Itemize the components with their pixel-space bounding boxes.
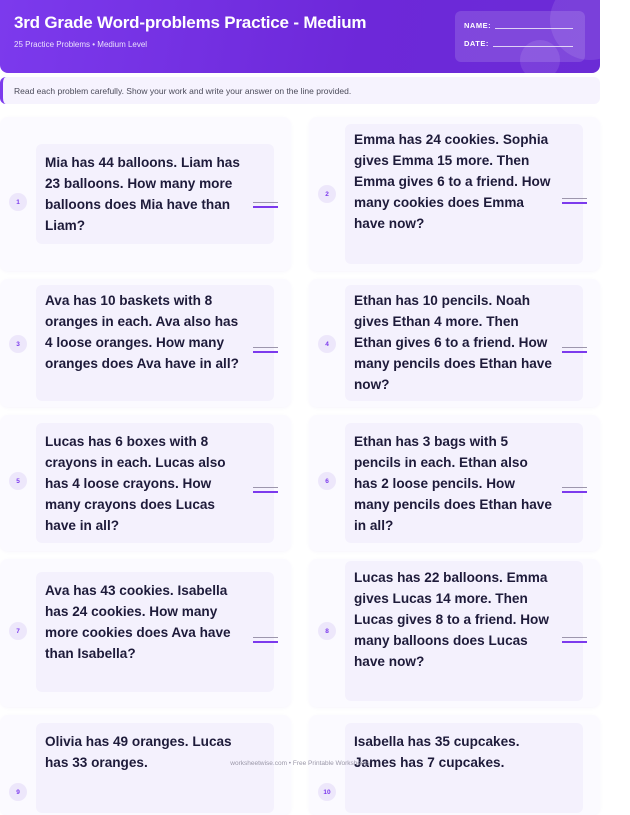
answer-line[interactable]	[562, 487, 587, 493]
problem-card	[0, 559, 291, 707]
question-box	[345, 561, 583, 701]
name-label: NAME:	[464, 21, 492, 30]
answer-line[interactable]	[253, 637, 278, 643]
problem-text: Ava has 43 cookies. Isabella has 24 cookies. How many more cookies does Ava have than Isabella?	[45, 583, 231, 661]
problem-text: Isabella has 35 cupcakes. James has 7 cupcakes.	[354, 734, 520, 770]
instructions-bar: Read each problem carefully. Show your work and write your answer on the line provided.	[0, 77, 600, 104]
question-box	[36, 572, 274, 692]
question-box	[345, 124, 583, 264]
problem-number-badge: 8	[318, 622, 336, 640]
name-field[interactable]	[464, 21, 573, 30]
footer-credit: worksheetwise.com • Free Printable Worksheets	[230, 760, 370, 767]
answer-line[interactable]	[562, 198, 587, 204]
date-line[interactable]	[493, 46, 573, 47]
problem-number-badge: 5	[9, 472, 27, 490]
problem-text: Mia has 44 balloons. Liam has 23 balloons. How many more balloons does Mia have than Liam?	[45, 155, 240, 233]
question-box	[345, 723, 583, 813]
date-label: DATE:	[464, 39, 489, 48]
problem-number-badge: 1	[9, 193, 27, 211]
date-field[interactable]	[464, 39, 573, 48]
problem-number-badge: 9	[9, 783, 27, 801]
question-box	[345, 285, 583, 401]
problem-card	[0, 279, 291, 407]
page-title: 3rd Grade Word-problems Practice - Medium	[14, 13, 367, 32]
problem-number-badge: 6	[318, 472, 336, 490]
answer-line[interactable]	[253, 487, 278, 493]
problem-number-badge: 3	[9, 335, 27, 353]
problem-card	[0, 117, 291, 271]
problem-text: Ethan has 10 pencils. Noah gives Ethan 4 more. Then Ethan gives 6 to a friend. How many pencils does Ethan have now?	[354, 293, 552, 392]
answer-line[interactable]	[562, 637, 587, 643]
answer-line[interactable]	[253, 347, 278, 353]
problem-number-badge: 10	[318, 783, 336, 801]
name-date-box	[455, 11, 585, 62]
problem-card	[309, 415, 600, 551]
problem-card	[309, 279, 600, 407]
problem-number-badge: 2	[318, 185, 336, 203]
worksheet-header	[0, 0, 600, 73]
problem-card	[0, 415, 291, 551]
question-box	[36, 144, 274, 244]
question-box	[36, 423, 274, 543]
problem-text: Emma has 24 cookies. Sophia gives Emma 15 more. Then Emma gives 6 to a friend. How many cookies does Emma have now?	[354, 132, 551, 231]
problem-number-badge: 7	[9, 622, 27, 640]
problem-number-badge: 4	[318, 335, 336, 353]
problem-text: Ethan has 3 bags with 5 pencils in each. Ethan also has 2 loose pencils. How many pencils does Ethan have in all?	[354, 434, 552, 533]
problem-text: Olivia has 49 oranges. Lucas has 33 oranges.	[45, 734, 232, 770]
answer-line[interactable]	[562, 347, 587, 353]
question-box	[36, 723, 274, 813]
problem-card	[309, 559, 600, 707]
problem-text: Lucas has 22 balloons. Emma gives Lucas 14 more. Then Lucas gives 8 to a friend. How many balloons does Lucas have now?	[354, 570, 549, 669]
answer-line[interactable]	[253, 202, 278, 208]
name-line[interactable]	[495, 28, 573, 29]
problem-card	[309, 117, 600, 271]
problem-text: Lucas has 6 boxes with 8 crayons in each. Lucas also has 4 loose crayons. How many crayons does Lucas have in all?	[45, 434, 226, 533]
question-box	[36, 285, 274, 401]
problem-text: Ava has 10 baskets with 8 oranges in each. Ava also has 4 loose oranges. How many oranges does Ava have in all?	[45, 293, 239, 371]
question-box	[345, 423, 583, 543]
page-subtitle: 25 Practice Problems • Medium Level	[14, 40, 148, 49]
